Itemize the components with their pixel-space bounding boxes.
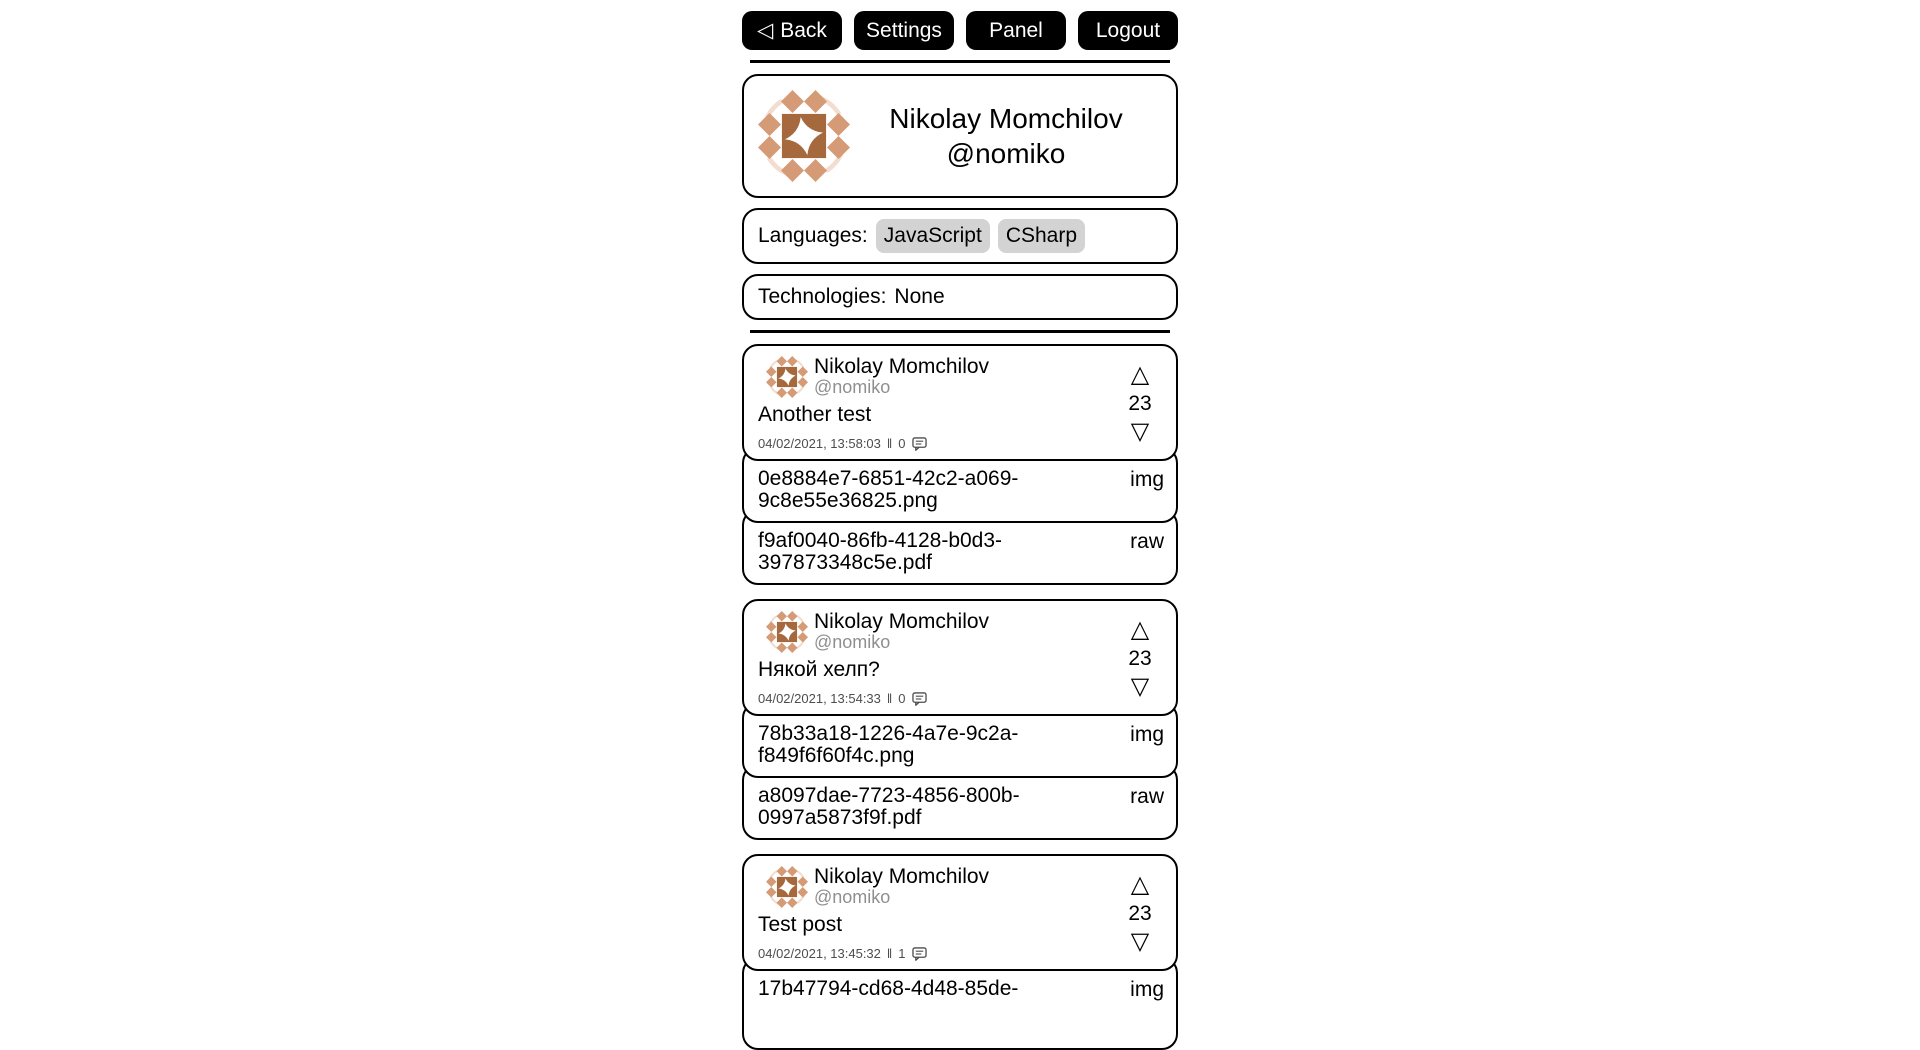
- post-meta: [758, 436, 1116, 451]
- post-header: [766, 611, 1116, 653]
- profile-card: [742, 74, 1178, 198]
- post: [742, 344, 1178, 585]
- post-timestamp: 04/02/2021, 13:45:32: [758, 946, 881, 962]
- post-meta: [758, 946, 1116, 961]
- language-badge: JavaScript: [876, 219, 990, 253]
- profile-name: Nikolay Momchilov: [889, 103, 1123, 134]
- post-card[interactable]: [742, 344, 1178, 461]
- vote-count: 23: [1128, 391, 1152, 415]
- downvote-button[interactable]: ▽: [1130, 928, 1150, 956]
- back-button[interactable]: [742, 11, 842, 50]
- post-card[interactable]: [742, 599, 1178, 716]
- panel-button[interactable]: [966, 11, 1066, 50]
- attachment-filename: a8097dae-7723-4856-800b-0997a5873f9f.pdf: [758, 784, 1020, 830]
- post-author: Nikolay Momchilov: [814, 610, 990, 634]
- downvote-button[interactable]: ▽: [1130, 673, 1150, 701]
- attachment-type: img: [1130, 468, 1164, 491]
- comment-count: 0: [898, 436, 906, 451]
- attachment-filename: f9af0040-86fb-4128-b0d3-397873348c5e.pdf: [758, 529, 1003, 575]
- post-handle: @nomiko: [814, 887, 891, 908]
- post-title: Test post: [758, 913, 843, 937]
- divider-top: [750, 60, 1170, 63]
- upvote-button[interactable]: △: [1130, 615, 1150, 643]
- post-main: [758, 611, 1116, 706]
- post-handle: @nomiko: [814, 377, 891, 398]
- downvote-button[interactable]: ▽: [1130, 418, 1150, 446]
- post-names: [814, 611, 989, 653]
- profile-handle: @nomiko: [946, 138, 1066, 169]
- panel-button-label: Panel: [989, 18, 1043, 42]
- profile-names: [850, 101, 1162, 171]
- post-title: Някой хелп?: [758, 658, 880, 682]
- comment-count: 0: [898, 691, 906, 707]
- technologies-value: None: [894, 285, 945, 308]
- post-card[interactable]: [742, 854, 1178, 971]
- post-title: Another test: [758, 403, 872, 426]
- post: [742, 599, 1178, 840]
- attachment-row[interactable]: [742, 957, 1178, 1050]
- attachment-filename: 0e8884e7-6851-42c2-a069-9c8e55e36825.png: [758, 467, 1019, 513]
- post-main: [758, 356, 1116, 451]
- post-avatar: [766, 611, 808, 653]
- settings-button-label: Settings: [866, 18, 942, 42]
- post-avatar: [766, 356, 808, 398]
- post-timestamp: 04/02/2021, 13:58:03: [758, 436, 881, 451]
- attachment-type: img: [1130, 978, 1164, 1002]
- meta-separator: ‖: [886, 691, 893, 707]
- comment-bubble-icon: [912, 692, 927, 706]
- post-meta: [758, 691, 1116, 706]
- post-author: Nikolay Momchilov: [814, 865, 990, 889]
- language-badge: CSharp: [998, 219, 1085, 253]
- toolbar: [742, 11, 1178, 50]
- languages-card: [742, 208, 1178, 264]
- post-avatar: [766, 866, 808, 908]
- upvote-button[interactable]: △: [1130, 360, 1150, 388]
- profile-avatar: [758, 90, 850, 182]
- post: [742, 854, 1178, 1050]
- comment-bubble-icon: [912, 437, 927, 451]
- comment-count: 1: [898, 946, 906, 962]
- meta-separator: ‖: [886, 946, 893, 962]
- post-names: [814, 866, 989, 908]
- languages-label: Languages:: [758, 224, 868, 247]
- post-main: [758, 866, 1116, 961]
- divider-posts: [750, 330, 1170, 333]
- meta-separator: ‖: [886, 436, 893, 451]
- post-handle: @nomiko: [814, 632, 891, 653]
- technologies-label: Technologies:: [758, 285, 887, 308]
- vote-column: [1116, 611, 1164, 706]
- upvote-button[interactable]: △: [1130, 870, 1150, 898]
- posts-feed: [742, 344, 1178, 1050]
- vote-column: [1116, 356, 1164, 451]
- vote-column: [1116, 866, 1164, 961]
- attachment-type: raw: [1130, 785, 1164, 809]
- attachment-type: raw: [1130, 530, 1164, 554]
- technologies-card: [742, 274, 1178, 320]
- logout-button[interactable]: [1078, 11, 1178, 50]
- vote-count: 23: [1128, 902, 1152, 926]
- comment-bubble-icon: [912, 947, 927, 961]
- back-icon: ◁: [757, 19, 774, 42]
- post-header: [766, 866, 1116, 908]
- post-names: [814, 356, 989, 398]
- attachment-filename: 17b47794-cd68-4d48-85de-: [758, 977, 1019, 1001]
- post-header: [766, 356, 1116, 398]
- attachment-type: img: [1130, 723, 1164, 747]
- vote-count: 23: [1128, 647, 1152, 671]
- post-timestamp: 04/02/2021, 13:54:33: [758, 691, 881, 707]
- settings-button[interactable]: [854, 11, 954, 50]
- post-author: Nikolay Momchilov: [814, 355, 990, 378]
- back-button-label: Back: [780, 18, 827, 42]
- attachment-filename: 78b33a18-1226-4a7e-9c2a-f849f6f60f4c.png: [758, 722, 1019, 768]
- logout-button-label: Logout: [1095, 18, 1161, 42]
- profile-page: [742, 0, 1178, 1050]
